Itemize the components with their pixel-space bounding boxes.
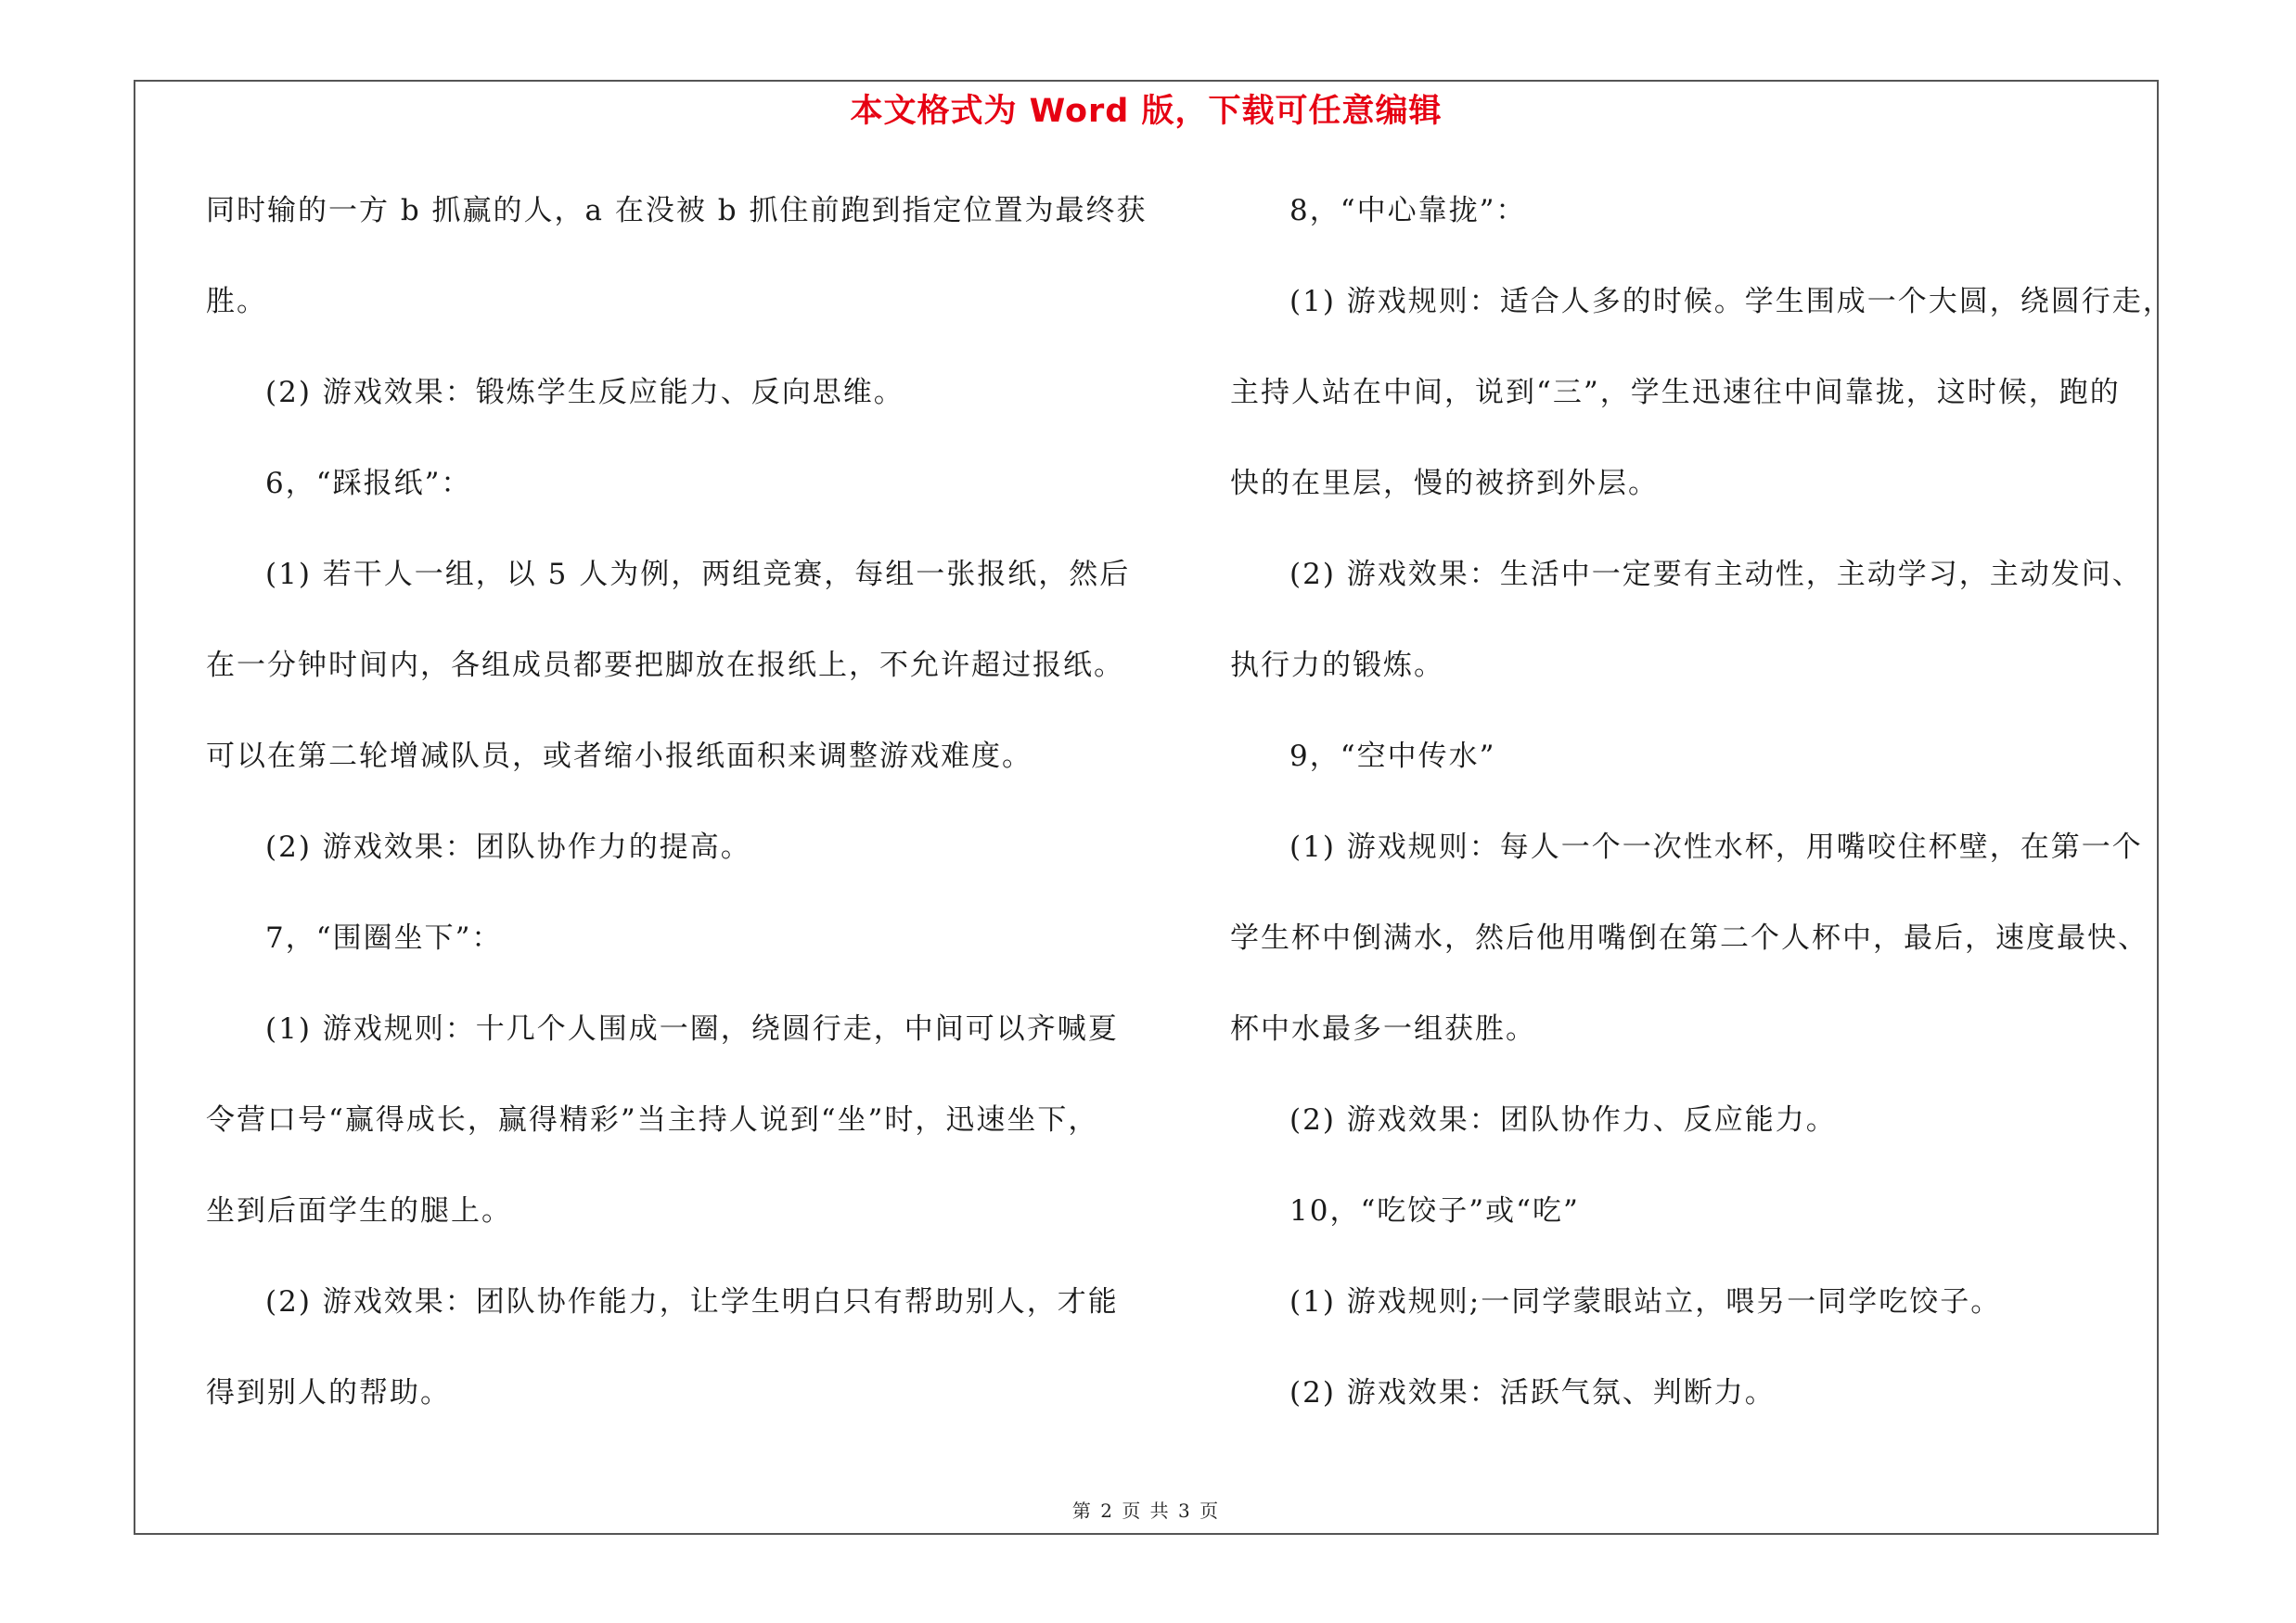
text-line: 快的在里层，慢的被挤到外层。 bbox=[1230, 467, 1659, 500]
text-line: 得到别人的帮助。 bbox=[206, 1376, 451, 1410]
text-line: (2) 游戏效果：活跃气氛、判断力。 bbox=[1289, 1376, 1776, 1410]
text-line: 胜。 bbox=[206, 285, 267, 318]
text-line: (1) 游戏规则;一同学蒙眼站立，喂另一同学吃饺子。 bbox=[1289, 1285, 2002, 1319]
text-line: 6，“踩报纸”： bbox=[265, 467, 472, 500]
text-line: 10，“吃饺子”或“吃” bbox=[1289, 1194, 1580, 1228]
text-line: 令营口号“赢得成长，赢得精彩”当主持人说到“坐”时，迅速坐下， bbox=[206, 1103, 1099, 1137]
text-line: 杯中水最多一组获胜。 bbox=[1230, 1012, 1536, 1046]
text-line: 主持人站在中间，说到“三”，学生迅速往中间靠拢，这时候，跑的 bbox=[1230, 376, 2121, 409]
text-line: (1) 游戏规则：适合人多的时候。学生围成一个大圆，绕圆行走， bbox=[1289, 285, 2174, 318]
text-line: (2) 游戏效果：锻炼学生反应能力、反向思维。 bbox=[265, 376, 904, 409]
text-line: (1) 游戏规则：十几个人围成一圈，绕圆行走，中间可以齐喊夏 bbox=[265, 1012, 1119, 1046]
text-line: 同时输的一方 b 抓赢的人，a 在没被 b 抓住前跑到指定位置为最终获 bbox=[206, 194, 1148, 227]
text-line: (1) 游戏规则：每人一个一次性水杯，用嘴咬住杯壁，在第一个 bbox=[1289, 831, 2143, 864]
text-line: 9，“空中传水” bbox=[1289, 740, 1496, 773]
page-number: 第 2 页 共 3 页 bbox=[1071, 1500, 1221, 1522]
right-text-column bbox=[1230, 181, 2174, 1454]
text-line: (1) 若干人一组，以 5 人为例，两组竞赛，每组一张报纸，然后 bbox=[265, 558, 1131, 591]
text-line: (2) 游戏效果：团队协作力、反应能力。 bbox=[1289, 1103, 1837, 1137]
left-text-column bbox=[206, 181, 1152, 1454]
text-line: 在一分钟时间内，各组成员都要把脚放在报纸上，不允许超过报纸。 bbox=[206, 649, 1124, 682]
text-line: 7，“围圈坐下”： bbox=[265, 921, 503, 955]
text-line: 坐到后面学生的腿上。 bbox=[206, 1194, 512, 1228]
text-line: (2) 游戏效果：团队协作力的提高。 bbox=[265, 831, 751, 864]
text-line: (2) 游戏效果：团队协作能力，让学生明白只有帮助别人，才能 bbox=[265, 1285, 1119, 1319]
text-line: 执行力的锻炼。 bbox=[1230, 649, 1444, 682]
text-line: 可以在第二轮增减队员，或者缩小报纸面积来调整游戏难度。 bbox=[206, 740, 1033, 773]
format-notice-banner: 本文格式为 Word 版，下载可任意编辑 bbox=[850, 93, 1443, 130]
text-line: 8，“中心靠拢”： bbox=[1289, 194, 1527, 227]
text-line: 学生杯中倒满水，然后他用嘴倒在第二个人杯中，最后，速度最快、 bbox=[1230, 921, 2148, 955]
text-line: (2) 游戏效果：生活中一定要有主动性，主动学习，主动发问、 bbox=[1289, 558, 2143, 591]
